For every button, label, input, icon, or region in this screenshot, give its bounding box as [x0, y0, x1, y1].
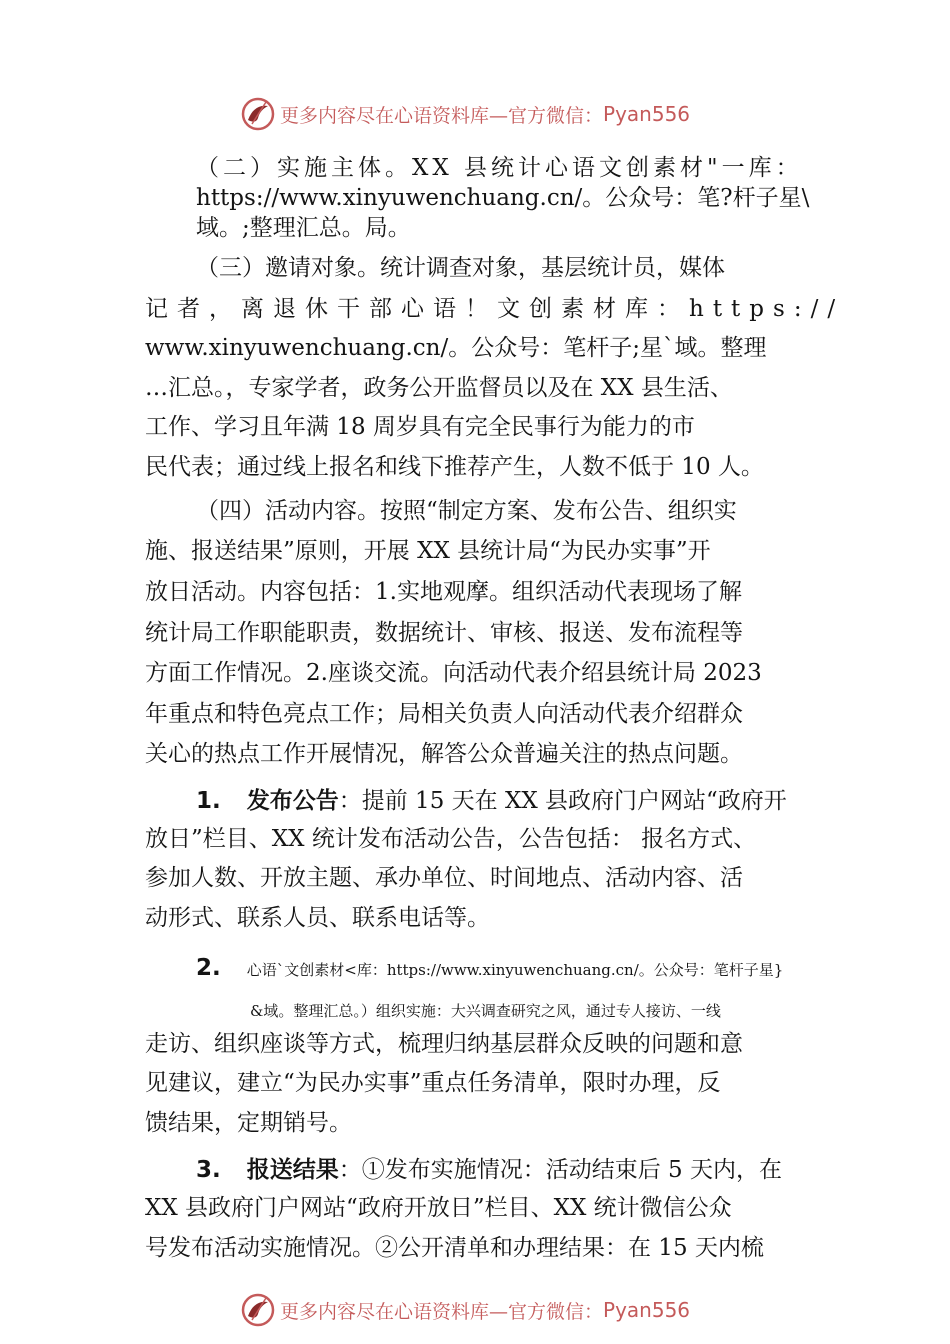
item2-line3: 走访、组织座谈等方式，梳理归纳基层群众反映的问题和意 — [145, 1031, 743, 1057]
section4-line7: 关心的热点工作开展情况，解答公众普遍关注的热点问题。 — [145, 741, 743, 767]
watermark-text: 更多内容尽在心语资料库—官方微信： — [280, 104, 604, 127]
watermark-id: Pyan556 — [603, 1298, 691, 1322]
item1-number: 1. — [196, 788, 221, 814]
watermark-header — [240, 94, 690, 134]
item2-line4: 见建议，建立“为民办实事”重点任务清单，限时办理，反 — [145, 1070, 721, 1096]
section3-line3: www.xinyuwenchuang.cn/。公众号：笔杆子;星`域。整理 — [145, 335, 767, 361]
item1-text: ：提前 15 天在 XX 县政府门户网站“政府开 — [338, 788, 787, 814]
item2-text: 心语`文创素材<库：https://www.xinyuwenchuang.cn/。公众号：笔杆子星} — [246, 961, 784, 979]
item1-line3: 参加人数、开放主题、承办单位、时间地点、活动内容、活 — [145, 865, 743, 891]
item2-line2: &域。整理汇总。）组织实施：大兴调查研究之风，通过专人接访、一线 — [250, 1002, 721, 1020]
section2-line2: https://www.xinyuwenchuang.cn/。公众号：笔?杆子星\ — [196, 185, 810, 211]
watermark-id: Pyan556 — [603, 102, 691, 126]
section4-line1: （四）活动内容。按照“制定方案、发布公告、组织实 — [196, 498, 737, 524]
watermark-text: 更多内容尽在心语资料库—官方微信： — [280, 1300, 604, 1323]
section3-line4: …汇总。，专家学者，政务公开监督员以及在 XX 县生活、 — [145, 375, 733, 401]
item1-line1 — [196, 781, 787, 821]
item1-line4: 动形式、联系人员、联系电话等。 — [145, 905, 490, 931]
watermark-logo-icon — [240, 1292, 276, 1328]
section4-line5: 方面工作情况。2.座谈交流。向活动代表介绍县统计局 2023 — [145, 660, 762, 686]
item2-line5: 馈结果，定期销号。 — [145, 1110, 352, 1136]
item1-title: 发布公告 — [246, 788, 339, 814]
item3-line2: XX 县政府门户网站“政府开放日”栏目、XX 统计微信公众 — [145, 1195, 732, 1221]
section3-line5: 工作、学习且年满 18 周岁具有完全民事行为能力的市 — [145, 414, 695, 440]
section3-line1: （三）邀请对象。统计调查对象，基层统计员，媒体 — [196, 255, 725, 281]
item2-line1 — [196, 948, 783, 988]
item3-title: 报送结果 — [246, 1157, 339, 1183]
watermark-logo-icon — [240, 96, 276, 132]
item1-line2: 放日”栏目、XX 统计发布活动公告，公告包括： 报名方式、 — [145, 826, 757, 852]
section4-line6: 年重点和特色亮点工作；局相关负责人向活动代表介绍群众 — [145, 701, 743, 727]
section3-line2: 记者，离退休干部心语！文创素材库：https:// — [145, 296, 845, 322]
item3-line3: 号发布活动实施情况。②公开清单和办理结果：在 15 天内梳 — [145, 1235, 764, 1261]
item3-text: ：①发布实施情况：活动结束后 5 天内，在 — [338, 1157, 783, 1183]
section4-line2: 施、报送结果”原则，开展 XX 县统计局“为民办实事”开 — [145, 538, 711, 564]
item3-number: 3. — [196, 1157, 221, 1183]
section4-line3: 放日活动。内容包括：1.实地观摩。组织活动代表现场了解 — [145, 579, 742, 605]
item2-number: 2. — [196, 955, 221, 981]
watermark-footer — [240, 1290, 690, 1330]
section2-line1: （二）实施主体。XX 县统计心语文创素材"一库： — [196, 155, 803, 181]
section3-line6: 民代表；通过线上报名和线下推荐产生，人数不低于 10 人。 — [145, 454, 764, 480]
item3-line1 — [196, 1150, 782, 1190]
section2-line3: 域。;整理汇总。局。 — [196, 215, 411, 241]
section4-line4: 统计局工作职能职责，数据统计、审核、报送、发布流程等 — [145, 620, 743, 646]
